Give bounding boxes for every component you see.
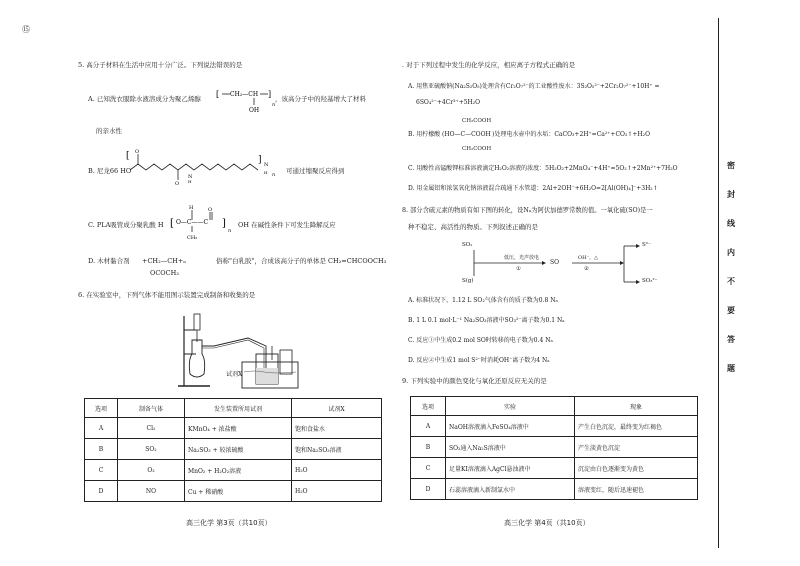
scheme-product2: SO₃²⁻ <box>642 278 658 284</box>
svg-text:N: N <box>264 162 269 168</box>
table-cell: 溶液变红，随后迅速褪色 <box>575 479 698 500</box>
page-footer-3: 高三化学 第3页（共10页） <box>186 519 272 527</box>
seal-char: 封 <box>727 189 735 199</box>
table-cell: A <box>85 418 118 439</box>
q6-header-reagent: 发生装置所用试剂 <box>185 399 292 418</box>
q8-option-a: A. 标准状况下，1.12 L SO₂气体含有的质子数为0.8 Nₐ <box>408 297 558 304</box>
table-cell: 饱和食盐水 <box>292 418 382 439</box>
nylon66-structure <box>126 149 280 187</box>
table-cell: 石蕊溶液滴入新制氯水中 <box>446 479 575 500</box>
q8-option-c: C. 反应①中生成0.2 mol SO时转移的电子数为0.4 Nₐ <box>408 337 553 344</box>
q5-option-b: B. 尼龙66 HO <box>88 167 132 175</box>
table-cell: SO₂ <box>118 439 185 460</box>
pla-structure <box>170 206 240 242</box>
scheme-cond1: 低压，光声放电 <box>504 255 540 261</box>
seal-char: 密 <box>727 160 735 170</box>
q9-table <box>410 396 698 500</box>
svg-text:[: [ <box>216 90 220 99</box>
table-cell: MnO₂ + H₂O₂溶液 <box>185 460 292 481</box>
seal-char: 题 <box>727 363 735 373</box>
svg-text:]: ] <box>268 90 272 99</box>
table-cell: SO₂通入Na₂S溶液中 <box>446 437 575 458</box>
table-row <box>411 458 698 479</box>
q7-option-a: A. 用焦亚硫酸钠(Na₂S₂O₅)处理含有Cr₂O₇²⁻的工业酸性废水：3S₂O₅²⁻+2Cr₂O₇²⁻+10H⁺ = <box>408 83 660 90</box>
svg-text:CH₃: CH₃ <box>187 235 198 241</box>
svg-text:]: ] <box>258 155 262 165</box>
table-cell: C <box>85 460 118 481</box>
q6-stem: 6. 在实验室中，下列气体不能用图示装置完成制备和收集的是 <box>78 291 256 299</box>
scheme-product1: S²⁻ <box>642 242 651 248</box>
table-cell: 产生淡黄色沉淀 <box>575 437 698 458</box>
table-cell: A <box>411 416 446 437</box>
scheme-cond2: OH⁻，△ <box>578 255 598 261</box>
table-cell: NaOH溶液滴入FeSO₄溶液中 <box>446 416 575 437</box>
q8-stem: 8. 部分含硫元素的物质有如下图的转化，设Nₐ为阿伏加德罗常数的值。一氧化硫(SO)是一 <box>402 207 653 214</box>
table-row <box>411 416 698 437</box>
table-cell: KMnO₄ + 浓盐酸 <box>185 418 292 439</box>
svg-text:H: H <box>188 179 192 184</box>
table-cell: Na₂SO₃ + 较浓硫酸 <box>185 439 292 460</box>
svg-text:CH₂—CH: CH₂—CH <box>230 91 259 98</box>
svg-text:O: O <box>175 181 180 187</box>
page-4 <box>400 0 710 566</box>
q5-stem: 5. 高分子材料在生活中应用十分广泛。下列说法错误的是 <box>78 61 243 69</box>
q5-option-a-tail2: 的亲水性 <box>96 127 122 135</box>
table-cell: NO <box>118 481 185 502</box>
svg-text:n: n <box>228 228 232 234</box>
svg-text:O: O <box>208 207 213 213</box>
table-cell: D <box>85 481 118 502</box>
q7-option-b-tail: )处理电水壶中的水垢：CaCO₃+2H⁺=Ca²⁺+CO₂↑+H₂O <box>492 131 650 138</box>
page-footer-4: 高三化学 第4页（共10页） <box>504 519 590 527</box>
q9-header-experiment: 实验 <box>446 397 575 416</box>
seal-char: 线 <box>727 218 735 228</box>
sulfur-conversion-scheme <box>460 238 670 292</box>
svg-text:[: [ <box>126 151 130 161</box>
table-cell: Cl₂ <box>118 418 185 439</box>
q8-option-d: D. 反应②中生成1 mol S²⁻时消耗OH⁻离子数为4 Nₐ <box>408 357 550 364</box>
table-cell: 足量KI溶液滴入AgCl悬浊液中 <box>446 458 575 479</box>
table-row <box>85 418 382 439</box>
seal-line <box>718 18 719 548</box>
svg-text:n: n <box>272 102 276 108</box>
citric-acid-line1: CH₂COOH <box>462 118 492 124</box>
svg-text:]: ] <box>222 218 226 229</box>
svg-text:[: [ <box>170 218 174 229</box>
citric-acid-line2: (HO—C—COOH <box>442 131 491 138</box>
q5-option-d-sub: OCOCH₃ <box>150 269 179 277</box>
q7-option-a-line2: 6SO₄²⁻+4Cr³⁺+5H₂O <box>416 99 481 106</box>
q8-option-b: B. 1 L 0.1 mol·L⁻¹ Na₂SO₃溶液中SO₃²⁻离子数为0.1 Nₐ <box>408 317 565 324</box>
scheme-step2: ② <box>584 266 589 272</box>
q6-table-header <box>85 399 382 418</box>
table-row <box>411 437 698 458</box>
q5-option-b-tail: 可通过缩聚反应得到 <box>286 167 345 175</box>
scheme-so2: SO₂ <box>462 242 473 248</box>
q6-header-gas: 制备气体 <box>118 399 185 418</box>
q5-option-a: A. 已知洗衣服除水液溶成分为聚乙烯醇 <box>88 95 201 103</box>
table-row <box>85 481 382 502</box>
q5-option-d: D. 木材黏合剂 <box>88 257 130 265</box>
q7-option-b: B. 用柠檬酸 <box>408 131 441 138</box>
q5-option-a-tail: ，该高分子中的羟基增大了材料 <box>275 95 366 103</box>
table-cell: B <box>411 437 446 458</box>
citric-acid-line3: CH₂COOH <box>462 146 492 152</box>
table-cell: 沉淀由白色逐渐变为黄色 <box>575 458 698 479</box>
svg-text:O: O <box>135 149 140 155</box>
q9-header-option: 选项 <box>411 397 446 416</box>
table-row <box>411 479 698 500</box>
svg-text:H: H <box>189 205 194 211</box>
svg-text:OH: OH <box>249 107 260 114</box>
q8-stem-line2: 种不稳定、高活性的物质。下列叙述正确的是 <box>408 223 538 231</box>
polyvinyl-alcohol-structure <box>216 84 278 118</box>
q9-table-header <box>411 397 698 416</box>
svg-text:O—C——C: O—C——C <box>176 219 209 226</box>
seal-char: 不 <box>727 276 735 286</box>
q5-option-c: C. PLA吸管成分聚乳酸 H <box>88 221 164 229</box>
table-cell: B <box>85 439 118 460</box>
q9-stem: 9. 下列实验中的颜色变化与氧化还原反应无关的是 <box>402 377 547 385</box>
table-cell: H₂O <box>292 460 382 481</box>
q7-option-d: D. 用金属铝和浓氢氧化钠溶液混合疏通下水管道：2Al+2OH⁻+6H₂O=2[Al(OH)₄]⁻+3H₂↑ <box>408 185 658 192</box>
svg-text:H: H <box>264 170 268 175</box>
scheme-so: SO <box>550 259 560 266</box>
svg-text:n: n <box>272 172 276 178</box>
corner-mark: ⑮ <box>22 25 30 34</box>
q9-header-phenomenon: 现象 <box>575 397 698 416</box>
seal-text <box>727 160 735 374</box>
seal-char: 答 <box>727 334 735 344</box>
q6-table <box>84 398 382 502</box>
table-cell: 产生白色沉淀，最终变为红褐色 <box>575 416 698 437</box>
q6-header-option: 选项 <box>85 399 118 418</box>
reagent-x-label: 试剂X <box>226 371 243 378</box>
svg-text:N: N <box>188 174 193 180</box>
table-row <box>85 460 382 481</box>
scheme-step1: ① <box>516 266 521 272</box>
q7-stem: . 对于下列过程中发生的化学反应，相应离子方程式正确的是 <box>402 61 576 69</box>
table-cell: D <box>411 479 446 500</box>
table-cell: H₂O <box>292 481 382 502</box>
table-cell: 饱和Na₂SO₃溶液 <box>292 439 382 460</box>
table-cell: O₂ <box>118 460 185 481</box>
q7-option-c: C. 用酸性高锰酸钾标准溶液滴定H₂O₂溶液的浓度：5H₂O₂+2MnO₄⁻+4H⁺=5O₂↑+2Mn²⁺+7H₂O <box>408 165 678 172</box>
scheme-s: S(g) <box>462 278 474 284</box>
q5-option-d-chain: +CH₂—CH+ₙ <box>142 257 187 265</box>
q5-option-d-tail: 俗称"白乳胶"，合成该高分子的单体是 CH₂=CHCOOCH₃ <box>216 257 387 265</box>
q6-header-x: 试剂X <box>292 399 382 418</box>
seal-char: 内 <box>727 247 735 257</box>
table-cell: C <box>411 458 446 479</box>
q5-option-c-tail: OH 在碱性条件下可发生降解反应 <box>238 221 336 229</box>
table-row <box>85 439 382 460</box>
table-cell: Cu + 稀硝酸 <box>185 481 292 502</box>
seal-char: 要 <box>727 305 735 315</box>
